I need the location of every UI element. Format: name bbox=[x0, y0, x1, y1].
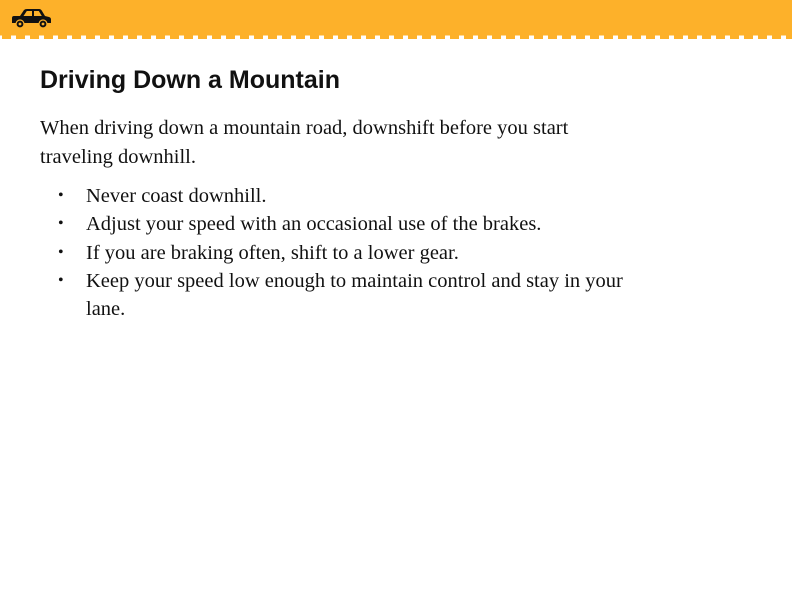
header-dash bbox=[30, 35, 39, 39]
header-dash bbox=[786, 35, 792, 39]
slide-title: Driving Down a Mountain bbox=[40, 66, 340, 94]
bullet-dot-icon: • bbox=[58, 243, 64, 261]
header-dash bbox=[408, 35, 417, 39]
header-dash bbox=[422, 35, 431, 39]
bullet-item bbox=[58, 267, 658, 324]
header-dash bbox=[492, 35, 501, 39]
bullet-text: Never coast downhill. bbox=[86, 185, 267, 207]
header-dash bbox=[338, 35, 347, 39]
bullet-item bbox=[58, 239, 658, 267]
header-dash bbox=[772, 35, 781, 39]
header-dash bbox=[2, 35, 11, 39]
header-dash bbox=[688, 35, 697, 39]
header-dash bbox=[548, 35, 557, 39]
header-dash bbox=[58, 35, 67, 39]
header-dash bbox=[198, 35, 207, 39]
header-dash bbox=[478, 35, 487, 39]
header-dash bbox=[758, 35, 767, 39]
header-dash bbox=[226, 35, 235, 39]
header-dash bbox=[632, 35, 641, 39]
bullet-dot-icon: • bbox=[58, 271, 64, 289]
header-dash bbox=[156, 35, 165, 39]
header-dash bbox=[380, 35, 389, 39]
header-dash bbox=[576, 35, 585, 39]
header-dash bbox=[86, 35, 95, 39]
header-dash bbox=[296, 35, 305, 39]
header-dash bbox=[534, 35, 543, 39]
header-dash bbox=[450, 35, 459, 39]
header-dash bbox=[506, 35, 515, 39]
header-dash bbox=[282, 35, 291, 39]
header-dashed-edge bbox=[0, 34, 792, 40]
header-dash bbox=[184, 35, 193, 39]
header-dash bbox=[562, 35, 571, 39]
header-dash bbox=[730, 35, 739, 39]
bullet-dot-icon: • bbox=[58, 215, 64, 233]
header-bar bbox=[0, 0, 792, 34]
header-dash bbox=[16, 35, 25, 39]
header-dash bbox=[72, 35, 81, 39]
header-dash bbox=[324, 35, 333, 39]
header-dash bbox=[114, 35, 123, 39]
header-dash bbox=[436, 35, 445, 39]
header-dash bbox=[702, 35, 711, 39]
header-dash bbox=[674, 35, 683, 39]
header-dash bbox=[100, 35, 109, 39]
bullet-text: Adjust your speed with an occasional use of the brakes. bbox=[86, 213, 542, 236]
header-dash bbox=[590, 35, 599, 39]
bullet-text: If you are braking often, shift to a lower gear. bbox=[86, 241, 459, 264]
header-dash bbox=[394, 35, 403, 39]
header-dash bbox=[268, 35, 277, 39]
header-dash bbox=[44, 35, 53, 39]
header-dash bbox=[520, 35, 529, 39]
header-dash bbox=[744, 35, 753, 39]
header-dash bbox=[604, 35, 613, 39]
header-dash bbox=[660, 35, 669, 39]
header-dash bbox=[352, 35, 361, 39]
bullet-text: Keep your speed low enough to maintain control and stay in your lane. bbox=[86, 269, 623, 321]
header-dash bbox=[142, 35, 151, 39]
header-dash bbox=[240, 35, 249, 39]
bullet-item bbox=[58, 182, 658, 210]
bullet-dot-icon: • bbox=[58, 187, 64, 204]
intro-paragraph: When driving down a mountain road, downshift before you start traveling downhill. bbox=[40, 117, 569, 168]
header-dash bbox=[464, 35, 473, 39]
bullet-list bbox=[58, 182, 658, 323]
header-dash bbox=[716, 35, 725, 39]
car-icon bbox=[9, 7, 53, 29]
header-dash bbox=[212, 35, 221, 39]
header-dash bbox=[618, 35, 627, 39]
header-dash bbox=[646, 35, 655, 39]
header-dash bbox=[310, 35, 319, 39]
header-dash bbox=[128, 35, 137, 39]
header-dash bbox=[366, 35, 375, 39]
header-dash bbox=[170, 35, 179, 39]
header-dash bbox=[254, 35, 263, 39]
bullet-item bbox=[58, 210, 658, 238]
